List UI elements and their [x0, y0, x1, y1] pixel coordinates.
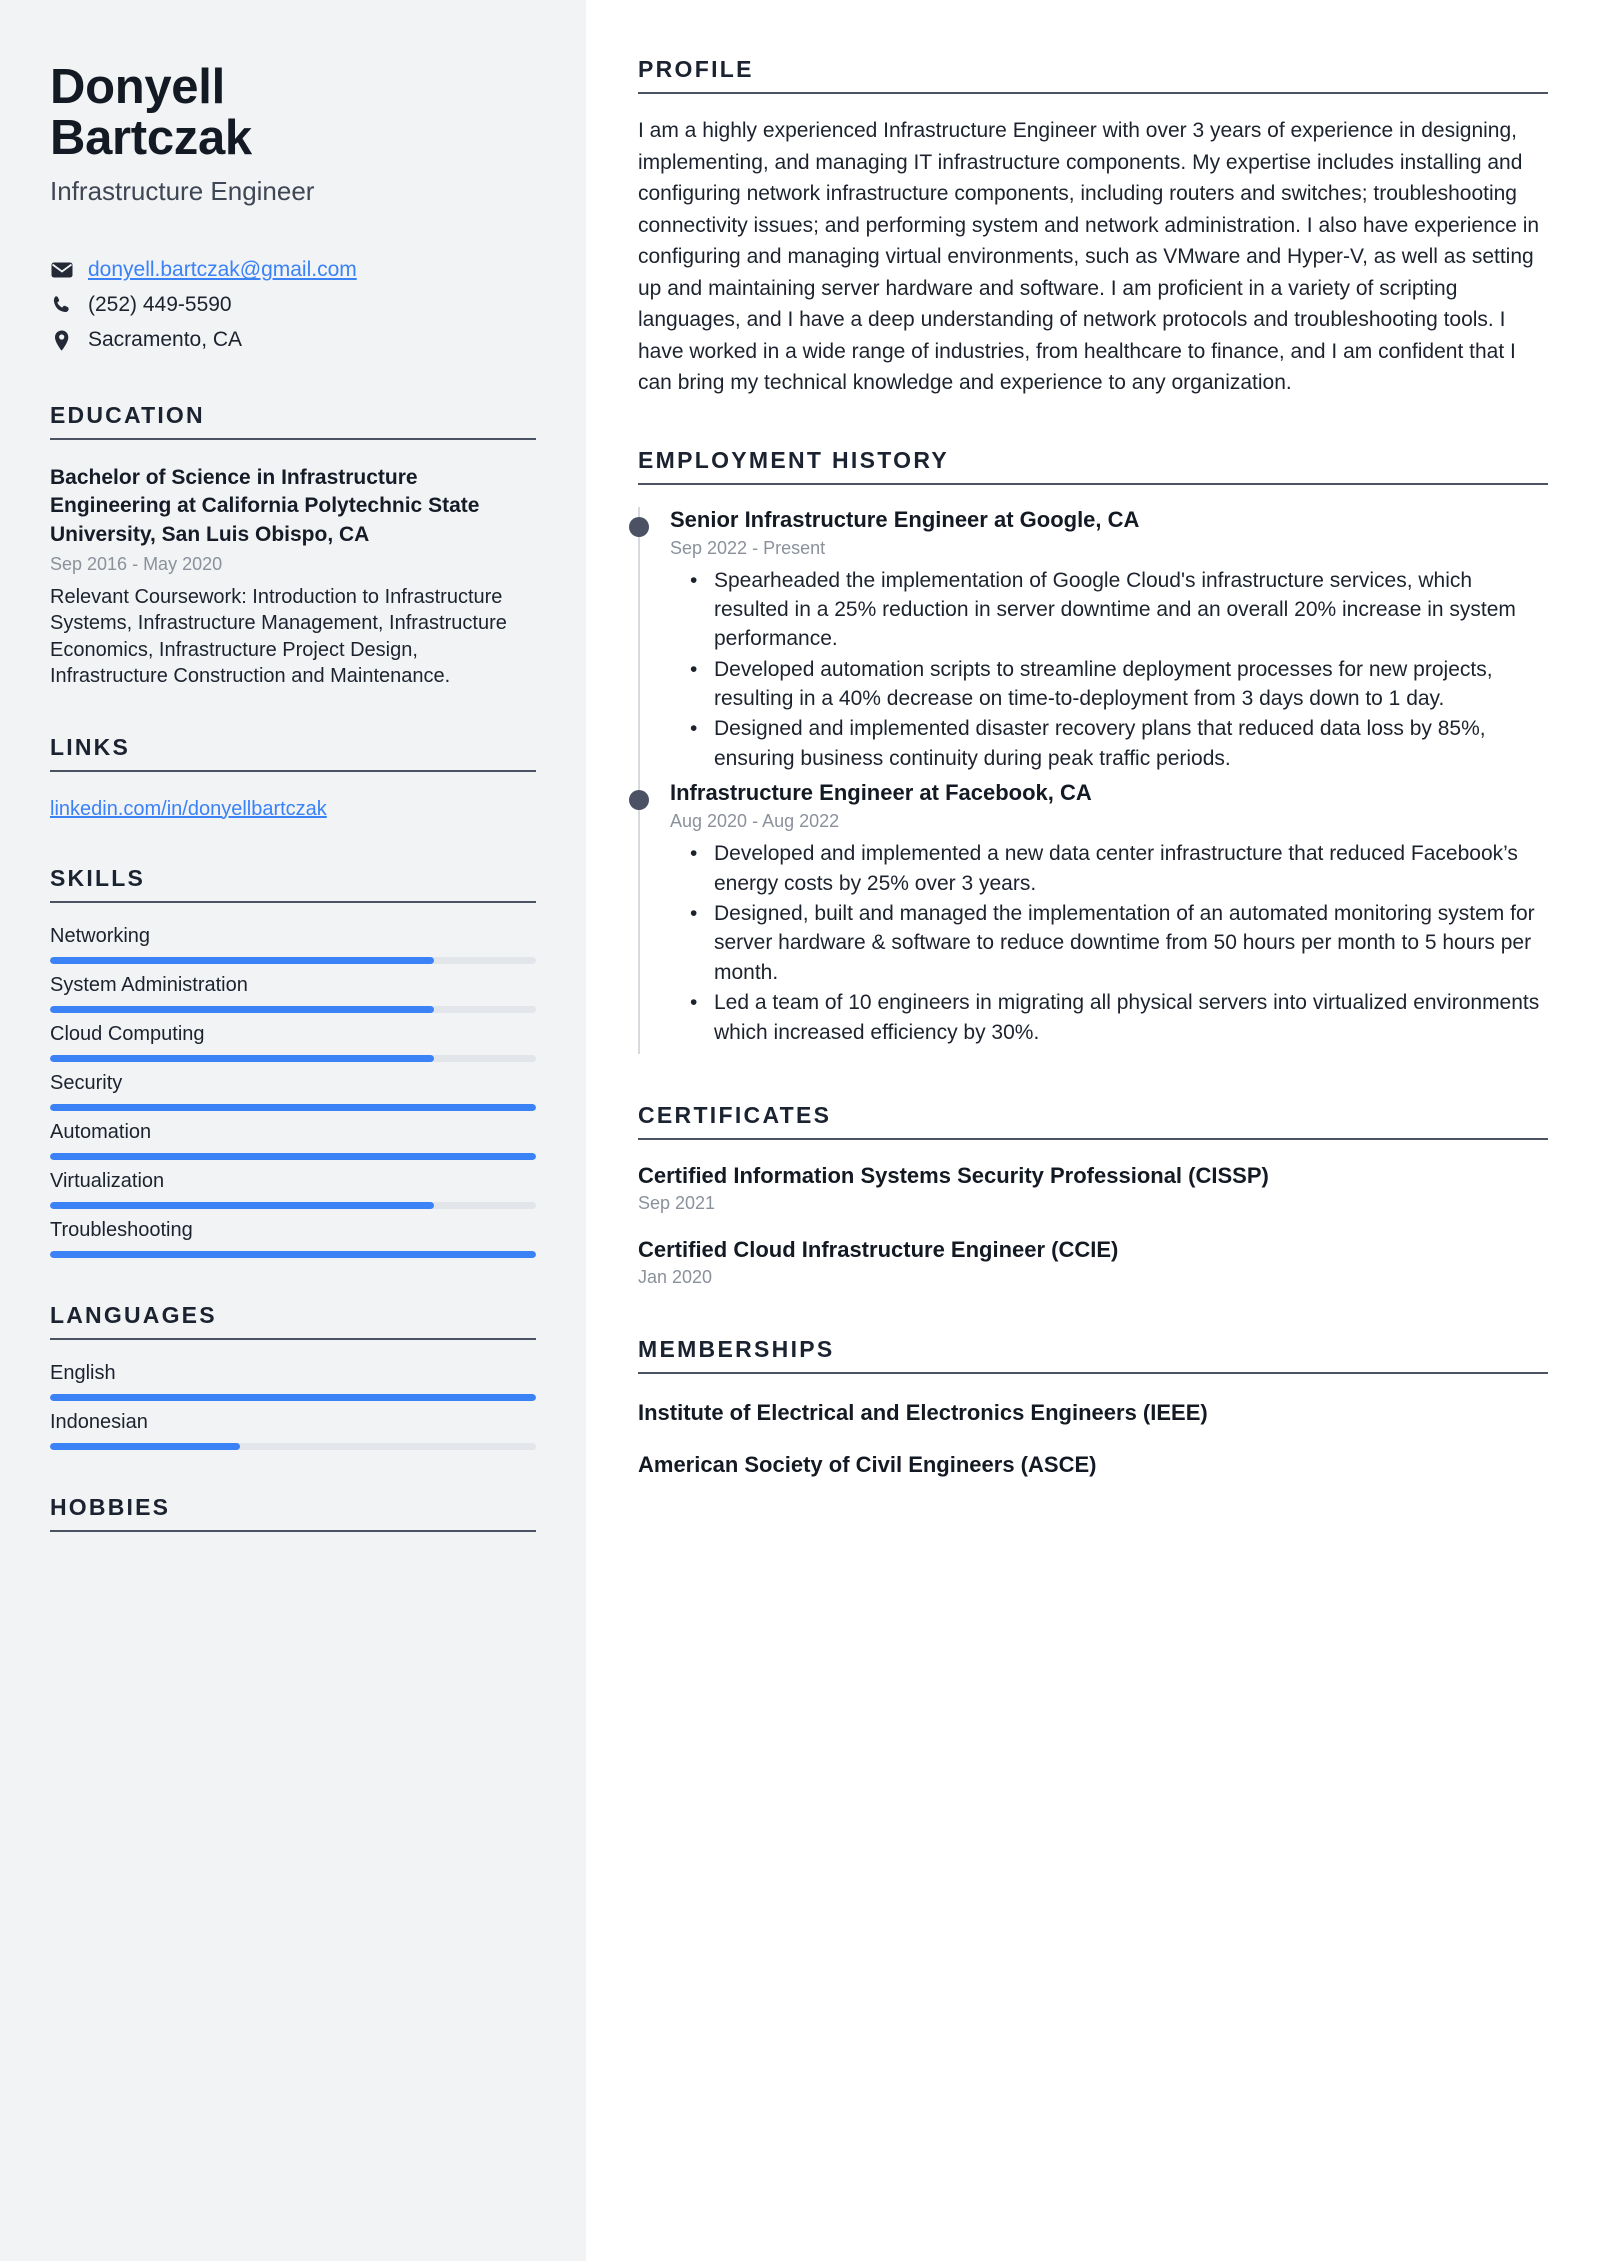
section-hobbies	[50, 1494, 536, 1532]
section-divider	[50, 438, 536, 440]
section-divider	[50, 1338, 536, 1340]
section-languages	[50, 1302, 536, 1450]
candidate-job-title: Infrastructure Engineer	[50, 175, 315, 206]
section-certificates	[638, 1102, 1548, 1288]
contact-location: Sacramento, CA	[88, 328, 243, 352]
name-block	[50, 62, 536, 207]
contact-phone: (252) 449-5590	[88, 293, 232, 317]
section-divider	[638, 1372, 1548, 1374]
skill-bar-track	[50, 1251, 536, 1258]
skill-bar-track	[50, 1055, 536, 1062]
skill-bar-fill	[50, 957, 434, 964]
membership-item: American Society of Civil Engineers (ASCE)	[638, 1451, 1097, 1477]
membership-item: Institute of Electrical and Electronics Engineers (IEEE)	[638, 1399, 1208, 1425]
contact-row-phone	[50, 288, 536, 323]
language-item	[50, 1411, 536, 1450]
skill-label: Security	[50, 1071, 123, 1094]
skills-list	[50, 925, 536, 1258]
languages-list	[50, 1362, 536, 1450]
language-bar-fill	[50, 1394, 536, 1401]
skill-item	[50, 974, 536, 1013]
section-divider	[638, 1138, 1548, 1140]
skill-label: Cloud Computing	[50, 1022, 205, 1045]
certificate-item	[638, 1163, 1548, 1214]
employment-bullet: • Developed automation scripts to streamline deployment processes for new projects, resulting in a 40% decrease on time-to-deployment from 3 days down to 1 day.	[714, 655, 1548, 714]
phone-icon	[50, 295, 74, 315]
skill-label: Automation	[50, 1120, 152, 1143]
education-description: Relevant Coursework: Introduction to Infrastructure Systems, Infrastructure Management, Infrastructure Economics, Infrastructure Project Design, Infrastructure Construction and Maintenance.	[50, 585, 507, 688]
link-linkedin[interactable]: linkedin.com/in/donyellbartczak	[50, 797, 327, 820]
skill-item	[50, 1121, 536, 1160]
language-bar-track	[50, 1443, 536, 1450]
skill-item	[50, 1170, 536, 1209]
employment-bullet: • Designed and implemented disaster recovery plans that reduced data loss by 85%, ensuring business continuity during peak traffic periods.	[714, 714, 1548, 773]
main-column	[586, 0, 1600, 2261]
employment-dates: Sep 2022 - Present	[670, 537, 826, 558]
section-title-certificates: CERTIFICATES	[638, 1101, 832, 1128]
employment-entry	[640, 780, 1548, 1054]
skill-bar-track	[50, 1202, 536, 1209]
skill-bar-track	[50, 1104, 536, 1111]
employment-role: Senior Infrastructure Engineer at Google, CA	[670, 506, 1140, 532]
contact-row-email[interactable]	[50, 253, 536, 288]
employment-dates: Aug 2020 - Aug 2022	[670, 811, 840, 832]
skill-item	[50, 925, 536, 964]
certificate-name: Certified Information Systems Security Professional (CISSP)	[638, 1162, 1269, 1188]
section-divider	[638, 92, 1548, 94]
skill-label: Networking	[50, 924, 151, 947]
section-divider	[50, 770, 536, 772]
section-title-profile: PROFILE	[638, 56, 754, 82]
candidate-first-name: Donyell	[50, 60, 225, 114]
employment-bullets	[670, 839, 1548, 1047]
language-label: Indonesian	[50, 1410, 148, 1433]
skill-item	[50, 1023, 536, 1062]
timeline-dot-icon	[629, 517, 649, 537]
profile-text: I am a highly experienced Infrastructure Engineer with over 3 years of experience in designing, implementing, and managing IT infrastructure components. My expertise includes installing and configuring network infrastructure components, including routers and switches; troubleshooting connectivity issues; and performing system and network administration. I also have experience in configuring and managing virtual environments, such as VMware and Hyper-V, as well as setting up and maintaining server hardware and software. I am proficient in a variety of scripting languages, and I have a deep understanding of network protocols and troubleshooting tools. I have worked in a wide range of industries, from healthcare to finance, and I am confident that I can bring my technical knowledge and experience to any organization.	[638, 119, 1540, 394]
language-bar-track	[50, 1394, 536, 1401]
skill-bar-fill	[50, 1055, 434, 1062]
section-divider	[638, 483, 1548, 485]
section-title-links: LINKS	[50, 733, 130, 760]
skill-bar-fill	[50, 1104, 536, 1111]
skill-bar-track	[50, 1153, 536, 1160]
section-links	[50, 734, 536, 821]
skill-label: Virtualization	[50, 1169, 165, 1192]
skill-bar-track	[50, 1006, 536, 1013]
section-profile	[638, 56, 1548, 399]
section-title-skills: SKILLS	[50, 864, 145, 891]
certificate-date: Sep 2021	[638, 1192, 716, 1213]
section-title-memberships: MEMBERSHIPS	[638, 1335, 835, 1362]
links-list	[50, 798, 536, 821]
skill-bar-track	[50, 957, 536, 964]
skill-label: System Administration	[50, 973, 248, 996]
language-label: English	[50, 1361, 116, 1384]
language-bar-fill	[50, 1443, 240, 1450]
employment-timeline	[638, 507, 1548, 1054]
sidebar	[0, 0, 586, 2261]
employment-bullets	[670, 566, 1548, 774]
section-title-education: EDUCATION	[50, 401, 205, 428]
skill-item	[50, 1072, 536, 1111]
map-pin-icon	[50, 330, 74, 351]
employment-bullet: • Developed and implemented a new data center infrastructure that reduced Facebook’s energy costs by 25% over 3 years.	[714, 839, 1548, 898]
skill-bar-fill	[50, 1006, 434, 1013]
skill-bar-fill	[50, 1202, 434, 1209]
contact-email[interactable]: donyell.bartczak@gmail.com	[88, 258, 357, 282]
skill-item	[50, 1219, 536, 1258]
certificate-item	[638, 1237, 1548, 1288]
employment-role: Infrastructure Engineer at Facebook, CA	[670, 780, 1092, 806]
education-degree: Bachelor of Science in Infrastructure Engineering at California Polytechnic State University, San Luis Obispo, CA	[50, 465, 480, 546]
language-item	[50, 1362, 536, 1401]
certificate-date: Jan 2020	[638, 1266, 713, 1287]
contact-block	[50, 253, 536, 358]
skill-label: Troubleshooting	[50, 1218, 193, 1241]
section-title-hobbies: HOBBIES	[50, 1493, 171, 1520]
section-title-languages: LANGUAGES	[50, 1301, 217, 1328]
memberships-list	[638, 1400, 1548, 1478]
section-divider	[50, 901, 536, 903]
section-divider	[50, 1530, 536, 1532]
section-memberships	[638, 1336, 1548, 1478]
section-title-employment: EMPLOYMENT HISTORY	[638, 446, 950, 473]
candidate-last-name: Bartczak	[50, 110, 252, 165]
employment-bullet: • Designed, built and managed the implementation of an automated monitoring system for server hardware & software to reduce downtime from 50 hours per month to 5 hours per month.	[714, 899, 1548, 987]
certificates-list	[638, 1163, 1548, 1288]
skill-bar-fill	[50, 1251, 536, 1258]
timeline-dot-icon	[629, 790, 649, 810]
contact-row-location	[50, 323, 536, 358]
section-skills	[50, 865, 536, 1258]
skill-bar-fill	[50, 1153, 536, 1160]
certificate-name: Certified Cloud Infrastructure Engineer (CCIE)	[638, 1236, 1119, 1262]
employment-bullet: • Led a team of 10 engineers in migrating all physical servers into virtualized environments which increased efficiency by 30%.	[714, 988, 1548, 1047]
employment-entry	[640, 507, 1548, 781]
employment-bullet: • Spearheaded the implementation of Google Cloud's infrastructure services, which resulted in a 25% reduction in server downtime and an overall 20% increase in system performance.	[714, 566, 1548, 654]
envelope-icon	[50, 262, 74, 278]
education-dates: Sep 2016 - May 2020	[50, 553, 223, 574]
section-education	[50, 402, 536, 690]
section-employment-history	[638, 447, 1548, 1054]
candidate-name	[50, 62, 536, 164]
